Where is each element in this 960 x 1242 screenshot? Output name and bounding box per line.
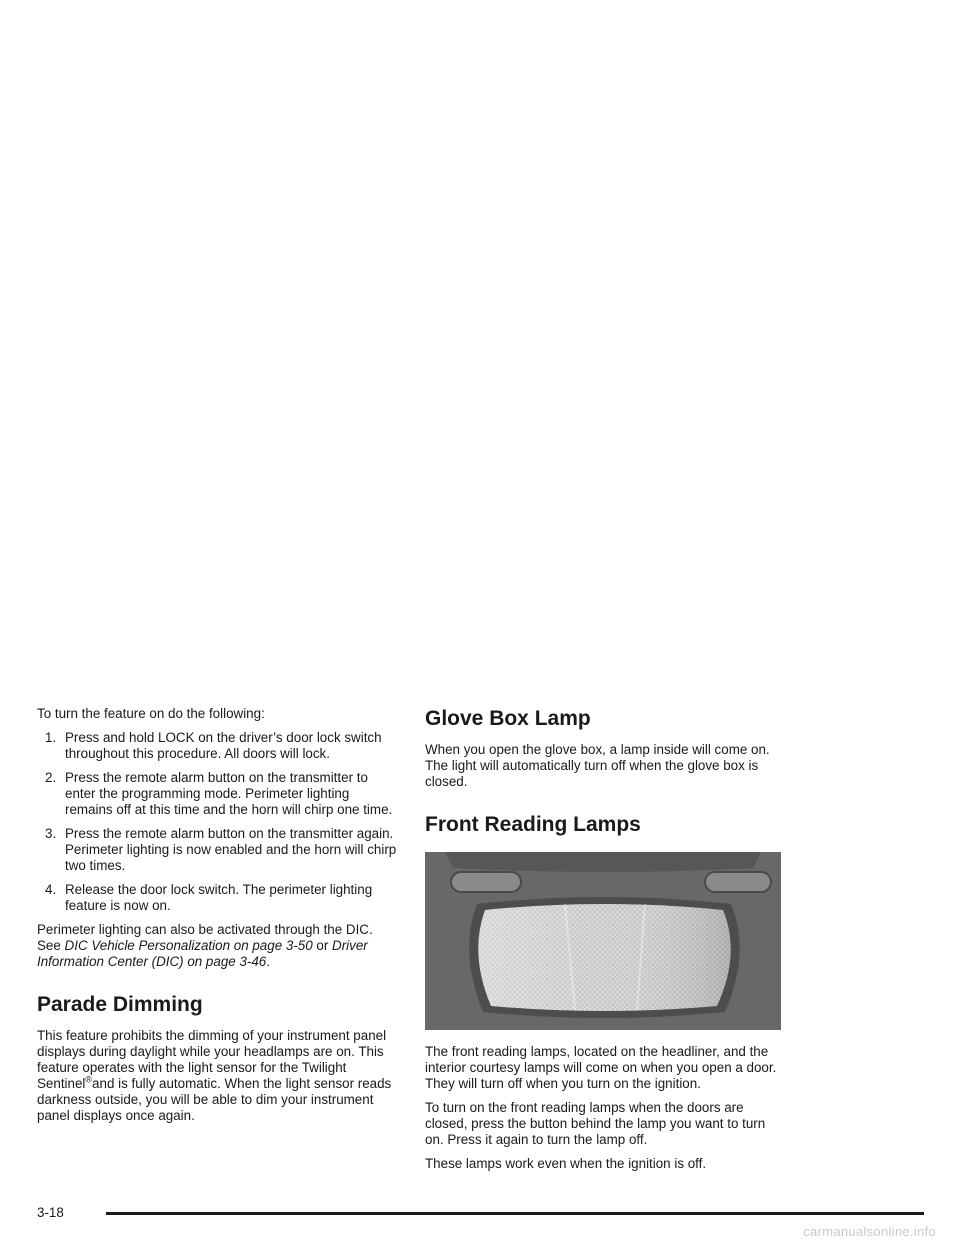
parade-dimming-heading: Parade Dimming (37, 993, 203, 1016)
glove-box-heading: Glove Box Lamp (425, 707, 591, 730)
intro-text: To turn the feature on do the following: (37, 706, 265, 721)
perimeter-text: Perimeter lighting can also be activated through the DIC. See (37, 922, 373, 953)
reading-lamp-photo (425, 852, 781, 1030)
front-reading-paragraph-1: The front reading lamps, located on the headliner, and the interior courtesy lamps will come on when you open a door. They will turn off when you turn on the ignition. (425, 1044, 777, 1091)
front-reading-paragraph-3: These lamps work even when the ignition is off. (425, 1156, 707, 1171)
footer-rule (106, 1212, 924, 1215)
perimeter-paragraph (37, 922, 397, 970)
watermark: carmanualsonline.info (803, 1224, 936, 1239)
perimeter-end: . (266, 954, 270, 969)
front-reading-paragraph-2: To turn on the front reading lamps when the doors are closed, press the button behind the lamp you want to turn on. Press it again to turn the lamp off. (425, 1100, 766, 1147)
step-number: 4. (45, 882, 57, 897)
list-item (37, 826, 397, 874)
reading-lamp-illustration (425, 852, 781, 1030)
list-item (37, 730, 397, 762)
dic-link[interactable]: Driver Information Center (DIC) on page 3-46 (37, 938, 368, 969)
step-text: Release the door lock switch. The perimeter lighting feature is now on. (65, 882, 373, 913)
step-number: 2. (45, 770, 57, 785)
glove-box-paragraph: When you open the glove box, a lamp inside will come on. The light will automatically turn off when the glove box is closed. (425, 742, 770, 789)
parade-text-end: and is fully automatic. When the light sensor reads darkness outside, you will be able to dim your instrument panel displays once again. (37, 1076, 392, 1123)
registered-mark: ® (85, 1074, 93, 1085)
right-column (425, 706, 785, 1180)
left-lamp-button (451, 872, 521, 892)
parade-text: This feature prohibits the dimming of your instrument panel displays during daylight while your headlamps are on. This feature operates with the light sensor for the Twilight Sentinel (37, 1028, 387, 1091)
step-text: Press the remote alarm button on the transmitter to enter the programming mode. Perimeter lighting remains off at this time and the horn will chirp one time. (65, 770, 393, 817)
list-item (37, 882, 397, 914)
step-number: 3. (45, 826, 57, 841)
step-text: Press the remote alarm button on the transmitter again. Perimeter lighting is now enabled and the horn will chirp two times. (65, 826, 397, 873)
left-column (37, 706, 397, 1132)
right-lamp-button (705, 872, 771, 892)
dic-personalization-link[interactable]: DIC Vehicle Personalization on page 3-50 (64, 938, 313, 953)
step-number: 1. (45, 730, 57, 745)
perimeter-or: or (312, 938, 333, 953)
list-item (37, 770, 397, 818)
parade-paragraph (37, 1028, 397, 1124)
front-reading-heading: Front Reading Lamps (425, 813, 641, 836)
step-text: Press and hold LOCK on the driver’s door lock switch throughout this procedure. All doors will lock. (65, 730, 382, 761)
steps-list (37, 730, 397, 914)
page-number: 3-18 (37, 1205, 64, 1220)
